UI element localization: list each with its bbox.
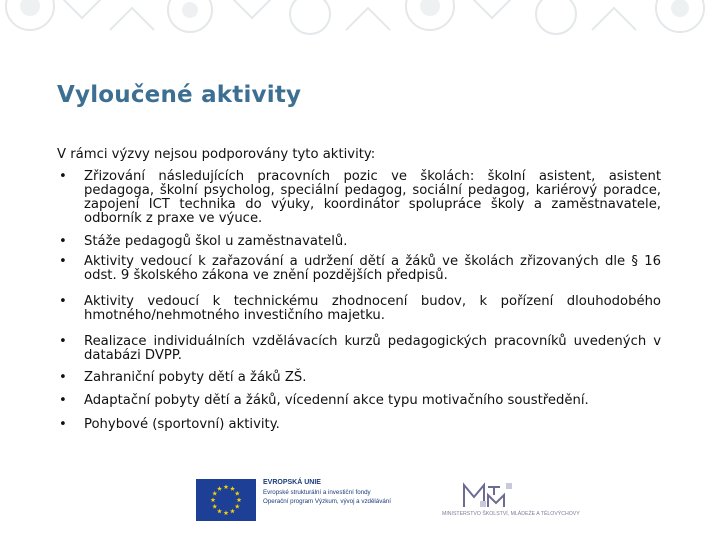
list-item: • Realizace individuálních vzdělávacích kurzů pedagogických pracovníků uvedených v databázi DVPP.: [57, 335, 661, 363]
list-item: • Pohybové (sportovní) aktivity.: [57, 418, 661, 432]
ministry-name: MINISTERSTVO ŠKOLSTVÍ, MLÁDEŽE A TĚLOVÝCHOVY: [442, 511, 580, 517]
list-item: • Zahraniční pobyty dětí a žáků ZŠ.: [57, 371, 661, 385]
list-item: • Zřizování následujících pracovních pozic ve školách: školní asistent, asistent pedagoga, školní psycholog, speciální pedagog, sociální pedagog, kariérový poradce, zapojení ICT technika do výuky, koordinátor spolupráce školy a zaměstnavatele, odborník z praxe ve výuce.: [57, 170, 661, 226]
list-item: • Aktivity vedoucí k zařazování a udržení dětí a žáků ve školách zřizovaných dle § 16 odst. 9 školského zákona ve znění pozdějších předpisů.: [57, 255, 661, 283]
list-item: • Stáže pedagogů škol u zaměstnavatelů.: [57, 235, 661, 249]
decorative-header-pattern: [0, 0, 720, 38]
esif-line: Evropské strukturální a investiční fondy: [263, 489, 371, 496]
slide-title: Vyloučené aktivity: [57, 82, 302, 108]
excluded-activities-list: [57, 170, 661, 432]
eu-title: EVROPSKÁ UNIE: [263, 479, 321, 486]
msmt-logo: [442, 479, 580, 522]
list-item: • Adaptační pobyty dětí a žáků, vícedenní akce typu motivačního soustředění.: [57, 394, 661, 408]
list-item: • Aktivity vedoucí k technickému zhodnocení budov, k pořízení dlouhodobého hmotného/nehmotného investičního majetku.: [57, 295, 661, 323]
eu-flag-icon: [196, 479, 256, 521]
msmt-emblem-icon: [442, 479, 532, 511]
intro-text: V rámci výzvy nejsou podporovány tyto aktivity:: [57, 147, 376, 162]
operational-programme-text: [263, 478, 433, 506]
op-vvv-line: Operační program Výzkum, vývoj a vzdělávání: [263, 498, 391, 505]
footer-logos: [196, 476, 580, 522]
